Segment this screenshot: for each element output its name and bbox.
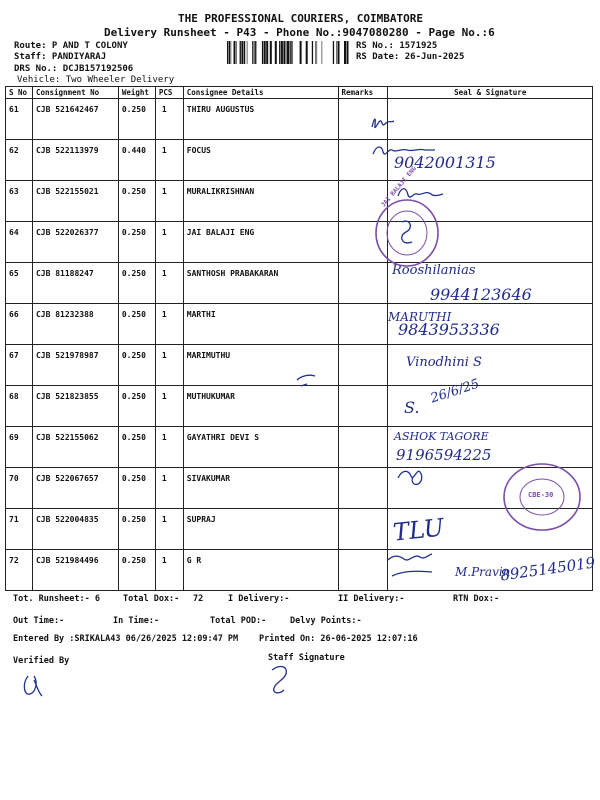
consignment-cell: CJB 522067657: [32, 468, 118, 509]
weight-cell: 0.250: [118, 263, 155, 304]
in-time: In Time:-: [113, 616, 160, 626]
consignee-cell: SUPRAJ: [183, 509, 338, 550]
pcs-cell: 1: [155, 263, 183, 304]
sno-cell: 70: [6, 468, 33, 509]
sno-cell: 68: [6, 386, 33, 427]
consignment-cell: CJB 522004835: [32, 509, 118, 550]
consignment-cell: CJB 521978987: [32, 345, 118, 386]
consignee-cell: MARIMUTHU: [183, 345, 338, 386]
weight-cell: 0.250: [118, 550, 155, 591]
jai-balaji-seal-text: JAI BALAJI ENG: [380, 165, 418, 209]
sno-cell: 66: [6, 304, 33, 345]
handwriting-sign-68: S.: [404, 398, 420, 417]
total-dox-label: Total Dox:-: [123, 594, 180, 604]
sno-cell: 64: [6, 222, 33, 263]
col-header-signature: Seal & Signature: [388, 87, 593, 99]
col-header-consignment: Consignment No: [32, 87, 118, 99]
printed-on: Printed On: 26-06-2025 12:07:16: [259, 634, 418, 644]
verified-by-label: Verified By: [13, 656, 70, 666]
consignee-cell: SANTHOSH PRABAKARAN: [183, 263, 338, 304]
sno-cell: 69: [6, 427, 33, 468]
entered-by: Entered By :SRIKALA43 06/26/2025 12:09:47 PM: [13, 634, 239, 644]
consignee-cell: MARTHI: [183, 304, 338, 345]
consignment-cell: CJB 521823855: [32, 386, 118, 427]
tot-runsheet: Tot. Runsheet:- 6: [13, 594, 100, 604]
jai-balaji-seal-stamp: [372, 196, 442, 270]
consignment-cell: CJB 81188247: [32, 263, 118, 304]
handwriting-name-67: Vinodhini S: [406, 355, 482, 370]
handwriting-name-66: MARUTHI: [388, 310, 452, 324]
weight-cell: 0.250: [118, 427, 155, 468]
pcs-cell: 1: [155, 509, 183, 550]
drs-number: DRS No.: DCJB157192506: [14, 64, 134, 74]
weight-cell: 0.250: [118, 509, 155, 550]
weight-cell: 0.250: [118, 345, 155, 386]
total-pod: Total POD:-: [210, 616, 267, 626]
consignment-cell: CJB 522155062: [32, 427, 118, 468]
consignee-cell: JAI BALAJI ENG: [183, 222, 338, 263]
out-time: Out Time:-: [13, 616, 65, 626]
crystal-tea-seal-city: CBE-30: [528, 491, 554, 499]
pcs-cell: 1: [155, 468, 183, 509]
vehicle-text: Vehicle: Two Wheeler Delivery: [17, 75, 175, 85]
sno-cell: 67: [6, 345, 33, 386]
consignee-cell: THIRU AUGUSTUS: [183, 99, 338, 140]
col-header-consignee: Consignee Details: [183, 87, 338, 99]
weight-cell: 0.250: [118, 304, 155, 345]
handwriting-date-68: 26/6/25: [428, 376, 482, 407]
ii-delivery: II Delivery:-: [338, 594, 405, 604]
consignment-cell: CJB 522155021: [32, 181, 118, 222]
weight-cell: 0.250: [118, 468, 155, 509]
staff-text: Staff: PANDIYARAJ: [14, 52, 107, 62]
total-dox-value: 72: [193, 594, 204, 604]
sno-cell: 63: [6, 181, 33, 222]
company-title: THE PROFESSIONAL COURIERS, COIMBATORE: [178, 12, 424, 25]
pcs-cell: 1: [155, 181, 183, 222]
runsheet-title: Delivery Runsheet - P43 - Phone No.:9047080280 - Page No.:6: [104, 26, 495, 39]
consignee-cell: MURALIKRISHNAN: [183, 181, 338, 222]
weight-cell: 0.250: [118, 181, 155, 222]
col-header-weight: Weight: [118, 87, 155, 99]
handwriting-phone-66: 9843953336: [398, 320, 500, 339]
weight-cell: 0.250: [118, 99, 155, 140]
pcs-cell: 1: [155, 304, 183, 345]
sno-cell: 65: [6, 263, 33, 304]
consignee-cell: FOCUS: [183, 140, 338, 181]
sno-cell: 62: [6, 140, 33, 181]
rtn-dox: RTN Dox:-: [453, 594, 500, 604]
handwriting-phone-72: 8925145019: [499, 553, 597, 585]
rs-number: RS No.: 1571925: [356, 41, 438, 51]
sno-cell: 61: [6, 99, 33, 140]
pcs-cell: 1: [155, 427, 183, 468]
pcs-cell: 1: [155, 140, 183, 181]
col-header-sno: S No: [6, 87, 33, 99]
handwriting-sign-71: TLU: [391, 513, 446, 547]
consignment-cell: CJB 522113979: [32, 140, 118, 181]
col-header-remarks: Remarks: [338, 87, 388, 99]
sno-cell: 71: [6, 509, 33, 550]
consignment-cell: CJB 521642467: [32, 99, 118, 140]
consignee-cell: GAYATHRI DEVI S: [183, 427, 338, 468]
route-text: Route: P AND T COLONY: [14, 41, 128, 51]
weight-cell: 0.250: [118, 386, 155, 427]
handwriting-name-69: ASHOK TAGORE: [394, 430, 489, 443]
pcs-cell: 1: [155, 222, 183, 263]
consignment-cell: CJB 521984496: [32, 550, 118, 591]
consignee-cell: MUTHUKUMAR: [183, 386, 338, 427]
pcs-cell: 1: [155, 99, 183, 140]
col-header-pcs: PCS: [155, 87, 183, 99]
consignment-cell: CJB 81232388: [32, 304, 118, 345]
consignment-cell: CJB 522026377: [32, 222, 118, 263]
consignee-cell: SIVAKUMAR: [183, 468, 338, 509]
staff-signature-label: Staff Signature: [268, 653, 345, 663]
handwriting-phone-65: 9944123646: [430, 285, 532, 304]
handwriting-phone-69: 9196594225: [396, 446, 492, 464]
sno-cell: 72: [6, 550, 33, 591]
pcs-cell: 1: [155, 345, 183, 386]
i-delivery: I Delivery:-: [228, 594, 290, 604]
weight-cell: 0.250: [118, 222, 155, 263]
rs-date: RS Date: 26-Jun-2025: [356, 52, 465, 62]
pcs-cell: 1: [155, 386, 183, 427]
handwriting-name-72: M.Pravin: [455, 565, 511, 579]
delvy-points: Delvy Points:-: [290, 616, 362, 626]
weight-cell: 0.440: [118, 140, 155, 181]
handwriting-phone-62: 9042001315: [394, 153, 496, 172]
consignee-cell: G R: [183, 550, 338, 591]
handwriting-name-65: Rooshilanias: [392, 263, 476, 278]
pcs-cell: 1: [155, 550, 183, 591]
